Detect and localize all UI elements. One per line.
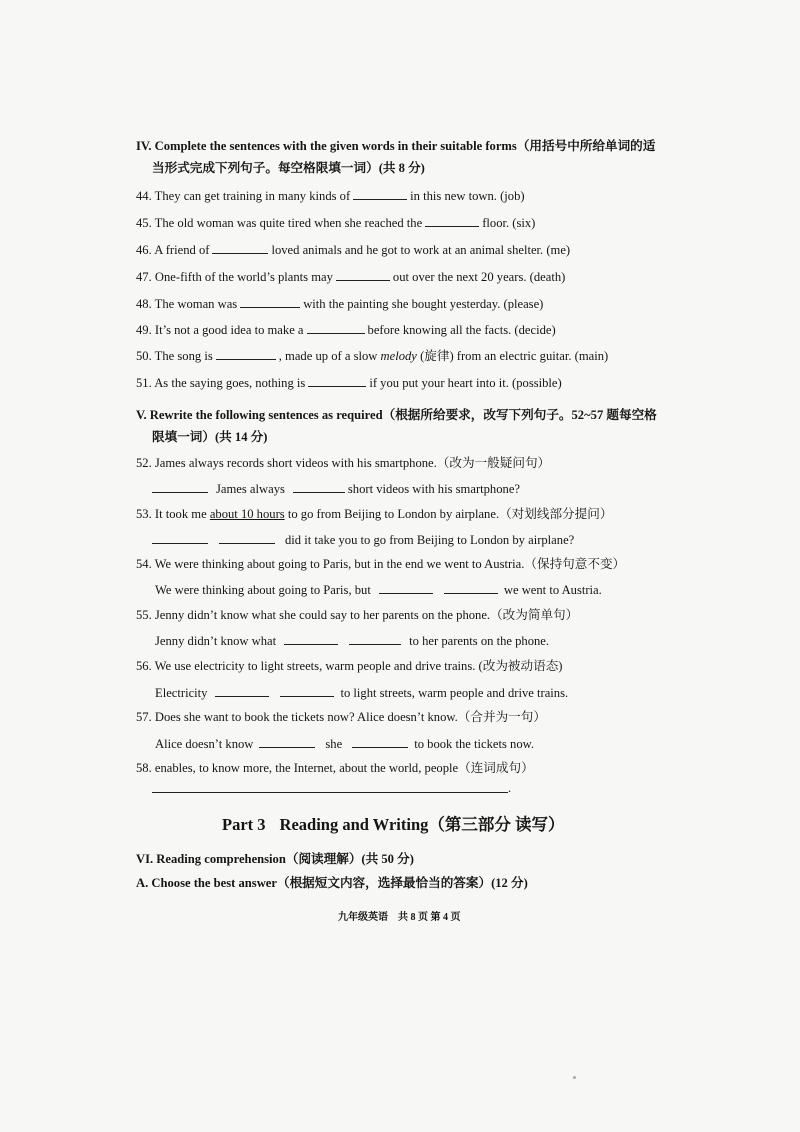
q55-text-a: Jenny didn’t know what <box>155 634 277 648</box>
question-48 <box>136 295 543 312</box>
answer-blank[interactable] <box>212 241 268 254</box>
q49-text-a: 49. It’s not a good idea to make a <box>136 323 304 337</box>
question-51 <box>136 374 562 391</box>
q55-text-b: to her parents on the phone. <box>409 634 550 648</box>
q50-text-a: 50. The song is <box>136 349 213 363</box>
answer-blank[interactable] <box>259 735 315 748</box>
q44-text-a: 44. They can get training in many kinds of <box>136 189 351 203</box>
q58-answer-line[interactable] <box>152 792 508 793</box>
answer-blank[interactable] <box>240 295 300 308</box>
answer-blank[interactable] <box>152 480 208 493</box>
q53-answer-text: did it take you to go from Beijing to London by airplane? <box>285 533 575 547</box>
question-50 <box>136 347 608 364</box>
question-57: 57. Does she want to book the tickets now? Alice doesn’t know.（合并为一句） <box>136 710 546 724</box>
answer-blank[interactable] <box>216 347 276 360</box>
section-6-title: VI. Reading comprehension（阅读理解）(共 50 分) <box>136 852 414 866</box>
q53-text-b: to go from Beijing to London by airplane.（对划线部分提问） <box>287 507 613 521</box>
answer-blank[interactable] <box>307 321 365 334</box>
answer-blank[interactable] <box>444 581 498 594</box>
question-55: 55. Jenny didn’t know what she could say to her parents on the phone.（改为简单句） <box>136 608 579 622</box>
question-56-answer <box>155 684 568 701</box>
question-49 <box>136 321 556 338</box>
q57-text-a: Alice doesn’t know <box>155 737 254 751</box>
question-58: 58. enables, to know more, the Internet, about the world, people（连词成句） <box>136 761 534 775</box>
q50-text-b: , made up of a slow <box>278 349 378 363</box>
q45-text-a: 45. The old woman was quite tired when she reached the <box>136 216 423 230</box>
q57-text-c: to book the tickets now. <box>414 737 535 751</box>
answer-blank[interactable] <box>293 480 345 493</box>
question-52: 52. James always records short videos with his smartphone.（改为一般疑问句） <box>136 456 551 470</box>
q53-text-a: 53. It took me <box>136 507 207 521</box>
section-5-title-cont: 限填一词）(共 14 分) <box>152 430 268 444</box>
q46-text-b: loved animals and he got to work at an animal shelter. (me) <box>271 243 571 257</box>
answer-blank[interactable] <box>352 735 408 748</box>
q47-text-b: out over the next 20 years. (death) <box>392 270 566 284</box>
question-54-answer <box>155 581 602 598</box>
q46-text-a: 46. A friend of <box>136 243 210 257</box>
question-56: 56. We use electricity to light streets, warm people and drive trains. (改为被动语态) <box>136 659 563 673</box>
q51-text-a: 51. As the saying goes, nothing is <box>136 376 306 390</box>
q51-text-b: if you put your heart into it. (possible) <box>369 376 562 390</box>
answer-blank[interactable] <box>353 187 407 200</box>
answer-blank[interactable] <box>308 374 366 387</box>
q56-text-a: Electricity <box>155 686 208 700</box>
q54-text-b: we went to Austria. <box>503 583 602 597</box>
section-4-title: IV. Complete the sentences with the given words in their suitable forms（用括号中所给单词的适 <box>136 139 656 153</box>
q44-text-b: in this new town. (job) <box>410 189 525 203</box>
question-54: 54. We were thinking about going to Paris, but in the end we went to Austria.（保持句意不变） <box>136 557 626 571</box>
q54-text-a: We were thinking about going to Paris, but <box>155 583 371 597</box>
q45-text-b: floor. (six) <box>482 216 536 230</box>
q49-text-b: before knowing all the facts. (decide) <box>367 323 556 337</box>
q52-text-a: James always <box>216 482 285 496</box>
q58-period: . <box>508 781 512 795</box>
page-footer: 九年级英语 共 8 页 第 4 页 <box>338 912 461 923</box>
q56-text-b: to light streets, warm people and drive trains. <box>340 686 569 700</box>
question-47 <box>136 268 565 285</box>
q48-text-b: with the painting she bought yesterday. (please) <box>303 297 544 311</box>
answer-blank[interactable] <box>280 684 334 697</box>
part-3-title: Reading and Writing（第三部分 读写） <box>279 815 565 834</box>
answer-blank[interactable] <box>152 531 208 544</box>
part-3-heading <box>222 815 579 835</box>
q50-text-c: melody <box>380 349 417 363</box>
question-52-answer <box>152 480 520 497</box>
answer-blank[interactable] <box>336 268 390 281</box>
section-5-title: V. Rewrite the following sentences as required（根据所给要求，改写下列句子。52~57 题每空格 <box>136 408 657 422</box>
part-3-label: Part 3 <box>222 815 266 834</box>
answer-blank[interactable] <box>349 632 401 645</box>
question-46 <box>136 241 570 258</box>
scan-speck <box>573 1076 576 1079</box>
q53-underlined: about 10 hours <box>209 507 285 521</box>
question-44 <box>136 187 525 204</box>
q47-text-a: 47. One-fifth of the world’s plants may <box>136 270 333 284</box>
answer-blank[interactable] <box>425 214 479 227</box>
q52-text-b: short videos with his smartphone? <box>347 482 521 496</box>
q50-text-d: (旋律) from an electric guitar. (main) <box>420 349 609 363</box>
question-57-answer <box>155 735 534 752</box>
question-53-answer <box>152 531 574 548</box>
answer-blank[interactable] <box>379 581 433 594</box>
q48-text-a: 48. The woman was <box>136 297 238 311</box>
question-55-answer <box>155 632 549 649</box>
question-45 <box>136 214 535 231</box>
section-4-title-cont: 当形式完成下列句子。每空格限填一词）(共 8 分) <box>152 161 425 175</box>
q57-text-b: she <box>325 737 343 751</box>
question-53 <box>136 506 612 522</box>
answer-blank[interactable] <box>215 684 269 697</box>
answer-blank[interactable] <box>219 531 275 544</box>
answer-blank[interactable] <box>284 632 338 645</box>
section-6-sub-a: A. Choose the best answer（根据短文内容，选择最恰当的答案）(12 分) <box>136 876 528 890</box>
